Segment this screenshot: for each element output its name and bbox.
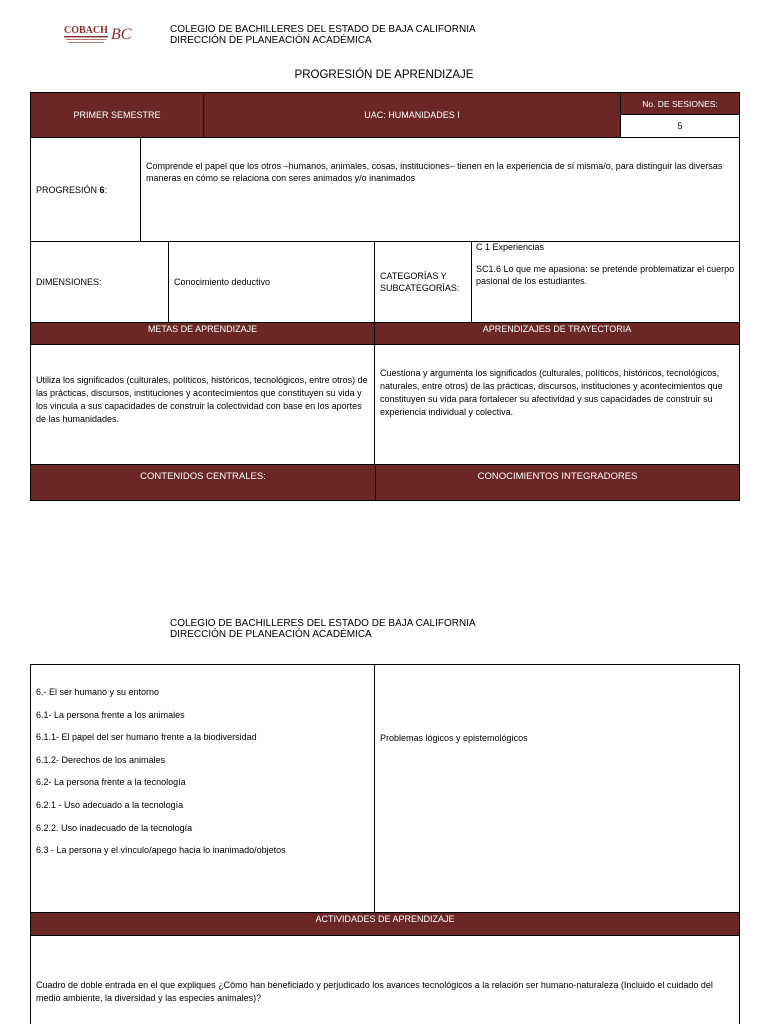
uac-label: UAC: HUMANIDADES I <box>364 110 460 120</box>
content-item: 6.1.2- Derechos de los animales <box>36 754 166 765</box>
integradores-text: Problemas lógicos y epistemológicos <box>380 733 528 743</box>
activities-text: Cuadro de doble entrada en el que expliques ¿Cómo han beneficiado y perjudicado los avances tecnológicos a la relación ser humano-naturaleza (Incluido el cuidado del medio ambiente, la diversidad y las especies animales)? <box>36 980 713 1003</box>
dimensions-label: DIMENSIONES: <box>36 277 102 287</box>
integradores-text-cell <box>374 664 740 913</box>
content-item: 6.2- La persona frente a la tecnología <box>36 777 186 788</box>
categories-label-cell <box>374 241 472 323</box>
sessions-value: 5 <box>677 121 683 131</box>
categories-label: CATEGORÍAS Y SUBCATEGORÍAS: <box>380 271 460 293</box>
activities-text-cell <box>30 935 740 1024</box>
cobach-logo <box>62 22 134 48</box>
semester-cell <box>30 92 204 138</box>
uac-cell <box>203 92 621 138</box>
trayectoria-header <box>374 322 740 345</box>
content-item: 6.2.2. Uso inadecuado de la tecnología <box>36 822 193 833</box>
institution-name: COLEGIO DE BACHILLERES DEL ESTADO DE BAJA CALIFORNIA <box>170 24 476 35</box>
institution-name-page2: COLEGIO DE BACHILLERES DEL ESTADO DE BAJA CALIFORNIA <box>170 618 476 629</box>
contents-list-cell <box>30 664 375 913</box>
sessions-label-cell <box>620 92 740 115</box>
trayectoria-text: Cuestiona y argumenta los significados (culturales, políticos, históricos, tecnológicos, naturales, entre otros) de las prácticas, discursos, instituciones y acontecimientos que constituyen su vida para fortalecer su afectividad y sus capacidades de construir su experiencia individual y colectiva. <box>380 368 723 417</box>
department-name: DIRECCIÓN DE PLANEACIÓN ACADÉMICA <box>170 35 372 46</box>
progression-label-prefix: PROGRESIÓN <box>36 184 100 195</box>
dimensions-label-cell <box>30 241 169 323</box>
semester-label: PRIMER SEMESTRE <box>73 110 161 120</box>
logo-mark: BC <box>111 26 132 43</box>
logo-text: COBACH <box>64 25 108 36</box>
centrales-header-label: CONTENIDOS CENTRALES: <box>140 471 266 482</box>
activities-header <box>30 912 740 936</box>
metas-text: Utiliza los significados (culturales, políticos, históricos, tecnológicos, entre otros) de las prácticas, discursos, instituciones y acontecimientos que constituyen su vida y los vincula a sus capacidades de construir la colectividad con base en los aportes de las humanidades. <box>36 375 368 424</box>
categories-value-cell <box>471 241 740 323</box>
progression-label <box>36 184 107 196</box>
progression-number: 6 <box>99 184 105 195</box>
cobach-logo-graphic <box>62 22 134 48</box>
department-name-page2: DIRECCIÓN DE PLANEACIÓN ACADÉMICA <box>170 629 372 640</box>
content-item: 6.- El ser humano y su entorno <box>36 687 160 697</box>
trayectoria-header-label: APRENDIZAJES DE TRAYECTORIA <box>482 324 632 334</box>
dimensions-value: Conocimiento deductivo <box>174 277 271 287</box>
centrales-header <box>30 464 376 501</box>
integradores-header <box>375 464 740 501</box>
page-title: PROGRESIÓN DE APRENDIZAJE <box>294 69 474 81</box>
activities-header-label: ACTIVIDADES DE APRENDIZAJE <box>315 914 455 924</box>
content-item: 6.1- La persona frente a los animales <box>36 709 185 720</box>
progression-label-cell <box>30 137 141 242</box>
progression-label-suffix: : <box>104 184 108 195</box>
subcategory: SC1.6 Lo que me apasiona: se pretende problematizar el cuerpo pasional de los estudiantes. <box>476 264 735 286</box>
category: C 1 Experiencias <box>476 242 545 252</box>
progression-text-cell <box>140 137 740 242</box>
sessions-value-cell <box>620 114 740 138</box>
integradores-header-label: CONOCIMIENTOS INTEGRADORES <box>477 471 638 482</box>
content-item: 6.3 - La persona y el vínculo/apego hacia lo inanimado/objetos <box>36 845 286 856</box>
sessions-label: No. DE SESIONES: <box>642 98 718 109</box>
content-item: 6.2.1 - Uso adecuado a la tecnología <box>36 799 184 810</box>
content-item: 6.1.1- El papel del ser humano frente a la biodiversidad <box>36 732 257 743</box>
metas-text-cell <box>30 344 375 465</box>
dimensions-value-cell <box>168 241 375 323</box>
trayectoria-text-cell <box>374 344 740 465</box>
metas-header-label: METAS DE APRENDIZAJE <box>147 324 258 334</box>
progression-text: Comprende el papel que los otros –humanos, animales, cosas, instituciones– tienen en la experiencia de sí misma/o, para distinguir las diversas maneras en cómo se relaciona con seres animados y/o inanimados <box>146 161 723 183</box>
metas-header <box>30 322 375 345</box>
